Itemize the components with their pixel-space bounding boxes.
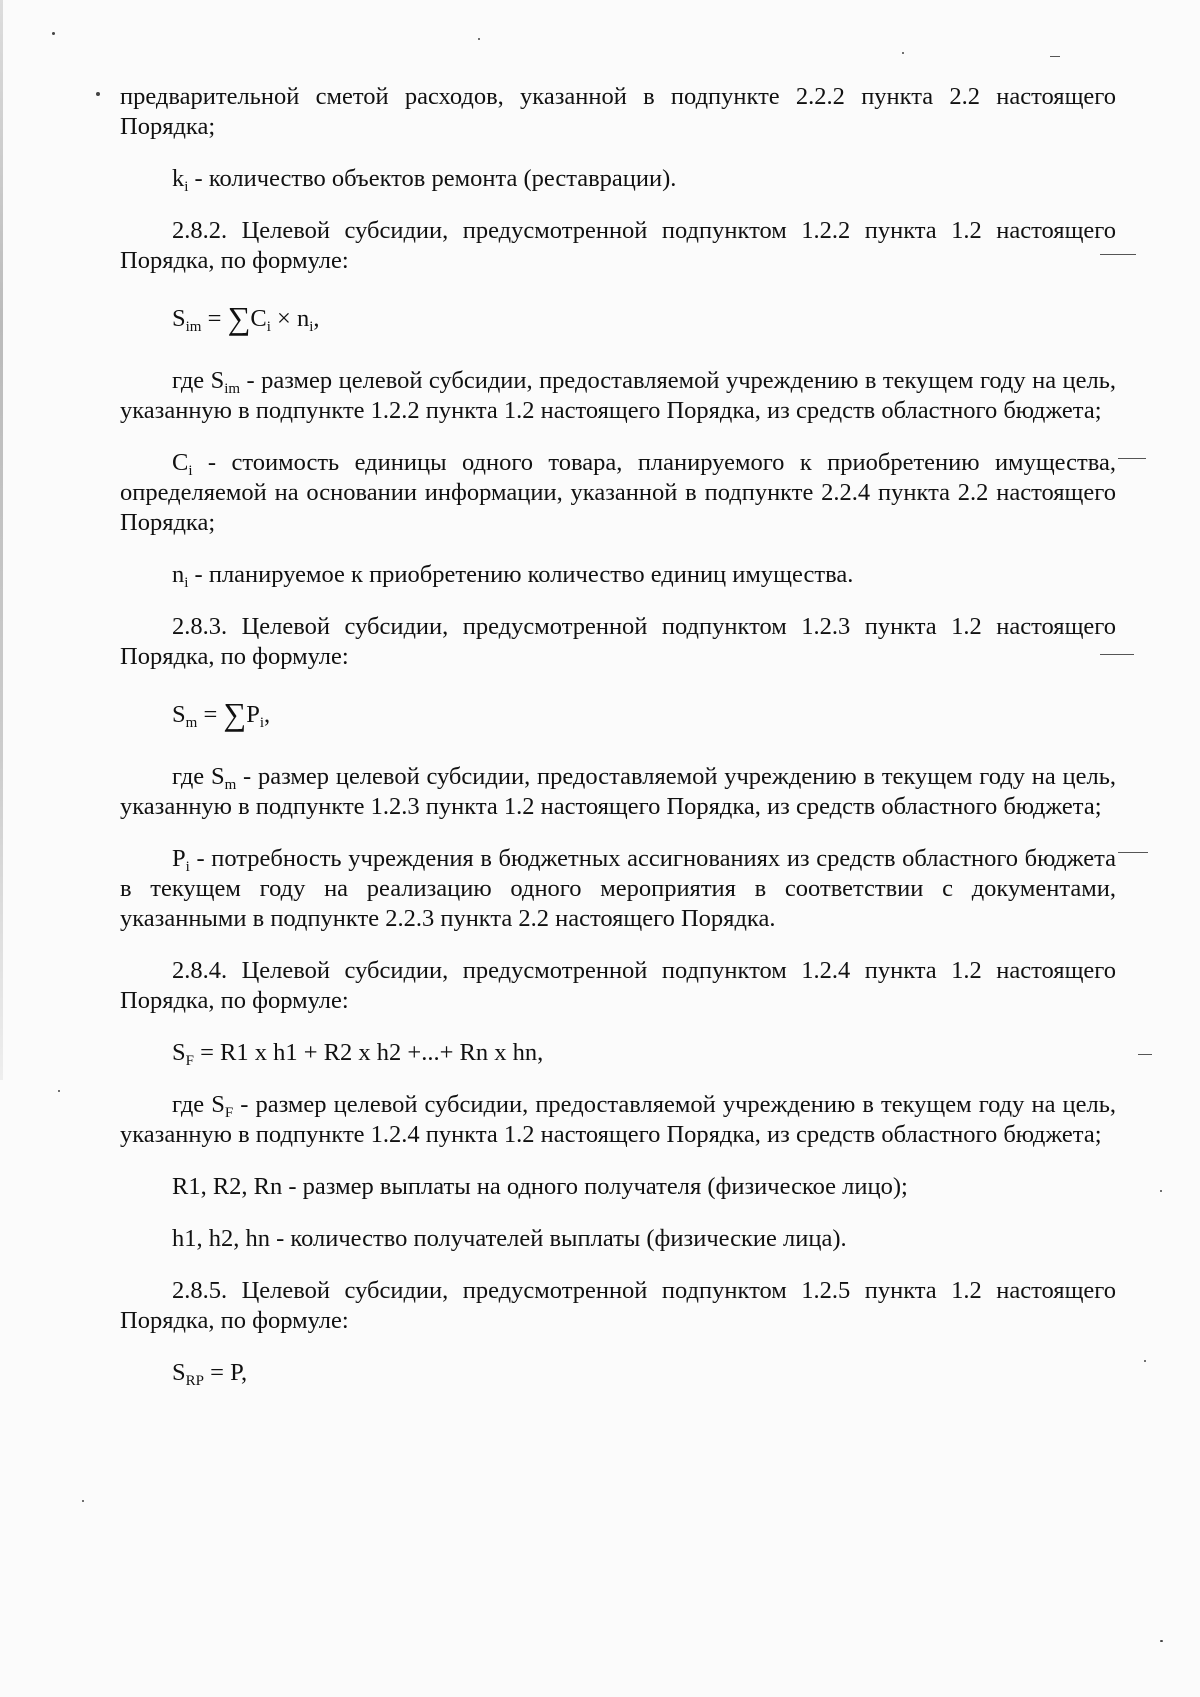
definition-lead: где S [172, 763, 225, 790]
definition-text: - размер целевой субсидии, предоставляемой учреждению в текущем году на цель, указанную в подпункте 1.2.4 пункта 1.2 настоящего Порядка, из средств областного бюджета; [120, 1091, 1117, 1148]
scan-speck [1160, 1640, 1163, 1642]
scan-edge [0, 0, 3, 1080]
formula-rhs: = R1 x h1 + R2 x h2 +...+ Rn x hn, [193, 1039, 544, 1066]
paragraph-ci-definition [120, 448, 1116, 538]
definition-text: - размер целевой субсидии, предоставляемой учреждению в текущем году на цель, указанную в подпункте 1.2.3 пункта 1.2 настоящего Порядка, из средств областного бюджета; [120, 763, 1117, 820]
scan-speck [58, 1090, 60, 1092]
paragraph-2-8-5: 2.8.5. Целевой субсидии, предусмотренной подпунктом 1.2.5 пункта 1.2 настоящего Порядка, по формуле: [120, 1277, 1116, 1334]
definition-lead: где S [172, 367, 225, 394]
formula-term-subscript: i [266, 319, 271, 335]
paragraph-ni-definition [120, 560, 1116, 590]
paragraph-sm-definition [120, 762, 1116, 822]
definition-text: - количество объектов ремонта (реставрации). [188, 165, 677, 192]
sum-symbol: ∑ [223, 696, 247, 732]
document-body [120, 82, 1116, 1410]
definition-text: - размер целевой субсидии, предоставляемой учреждению в текущем году на цель, указанную в подпункте 1.2.2 пункта 1.2 настоящего Порядка, из средств областного бюджета; [120, 367, 1117, 424]
paragraph-sim-definition [120, 366, 1116, 426]
symbol-n: n [172, 561, 185, 588]
symbol-subscript: i [188, 463, 193, 479]
symbol-subscript: m [224, 777, 237, 793]
formula-end: , [313, 305, 320, 332]
symbol-subscript: i [184, 575, 189, 591]
formula-lhs: S [172, 701, 186, 728]
symbol-c: C [172, 449, 189, 476]
scan-dash [1118, 458, 1146, 459]
definition-text: - планируемое к приобретению количество единиц имущества. [188, 561, 854, 588]
scan-speck [1144, 1360, 1146, 1362]
formula-term-subscript: i [309, 319, 314, 335]
scan-dash [1050, 56, 1060, 57]
scan-dash [1118, 852, 1148, 853]
paragraph-2-8-2: 2.8.2. Целевой субсидии, предусмотренной подпунктом 1.2.2 пункта 1.2 настоящего Порядка, по формуле: [120, 217, 1116, 274]
formula-sm [120, 694, 1116, 736]
formula-rhs: = P, [204, 1359, 248, 1386]
formula-lhs-subscript: RP [185, 1373, 204, 1389]
formula-lhs-subscript: m [185, 715, 198, 731]
sum-symbol: ∑ [227, 300, 251, 336]
paragraph-2-8-4: 2.8.4. Целевой субсидии, предусмотренной подпунктом 1.2.4 пункта 1.2 настоящего Порядка, по формуле: [120, 957, 1116, 1014]
formula-srp [120, 1358, 1116, 1388]
scan-speck [52, 32, 55, 35]
formula-lhs-subscript: F [185, 1053, 194, 1069]
symbol-subscript: i [185, 859, 190, 875]
paragraph-ki-definition [120, 164, 1116, 194]
scan-speck [902, 52, 904, 54]
symbol-k: k [172, 165, 185, 192]
symbol-p: P [172, 845, 186, 872]
scan-speck [478, 38, 480, 40]
formula-term-c: C [250, 305, 267, 332]
formula-lhs-subscript: im [185, 319, 202, 335]
formula-term-subscript: i [259, 715, 265, 731]
scan-speck [1160, 1190, 1162, 1192]
formula-equals: = [201, 305, 228, 332]
paragraph-rn-definition: R1, R2, Rn - размер выплаты на одного получателя (физическое лицо); [172, 1173, 908, 1200]
paragraph-estimate: предварительной сметой расходов, указанной в подпункте 2.2.2 пункта 2.2 настоящего Порядка; [120, 83, 1116, 140]
paragraph-hn-definition: h1, h2, hn - количество получателей выплаты (физические лица). [172, 1225, 847, 1252]
formula-sf [120, 1038, 1116, 1068]
formula-lhs: S [172, 1359, 186, 1386]
formula-term-p: P [246, 701, 260, 728]
scan-speck [82, 1500, 84, 1502]
definition-text: - потребность учреждения в бюджетных ассигнованиях из средств областного бюджета в текущем году на реализацию одного мероприятия в соответствии с документами, указанными в подпункте 2.2.3 пункта 2.2 настоящего Порядка. [120, 845, 1116, 932]
formula-lhs: S [172, 1039, 186, 1066]
paragraph-pi-definition [120, 844, 1116, 934]
formula-lhs: S [172, 305, 186, 332]
formula-equals: = [197, 701, 224, 728]
formula-sim [120, 298, 1116, 340]
scan-speck [96, 92, 100, 96]
symbol-subscript: im [224, 381, 241, 397]
definition-lead: где S [172, 1091, 225, 1118]
definition-text: - стоимость единицы одного товара, планируемого к приобретению имущества, определяемой на основании информации, указанной в подпункте 2.2.4 пункта 2.2 настоящего Порядка; [120, 449, 1116, 536]
symbol-subscript: F [224, 1105, 234, 1121]
symbol-subscript: i [184, 179, 189, 195]
formula-end: , [264, 701, 271, 728]
scan-dash [1138, 1054, 1152, 1055]
paragraph-sf-definition [120, 1090, 1116, 1150]
formula-times-n: × n [270, 305, 310, 332]
paragraph-2-8-3: 2.8.3. Целевой субсидии, предусмотренной подпунктом 1.2.3 пункта 1.2 настоящего Порядка, по формуле: [120, 613, 1116, 670]
